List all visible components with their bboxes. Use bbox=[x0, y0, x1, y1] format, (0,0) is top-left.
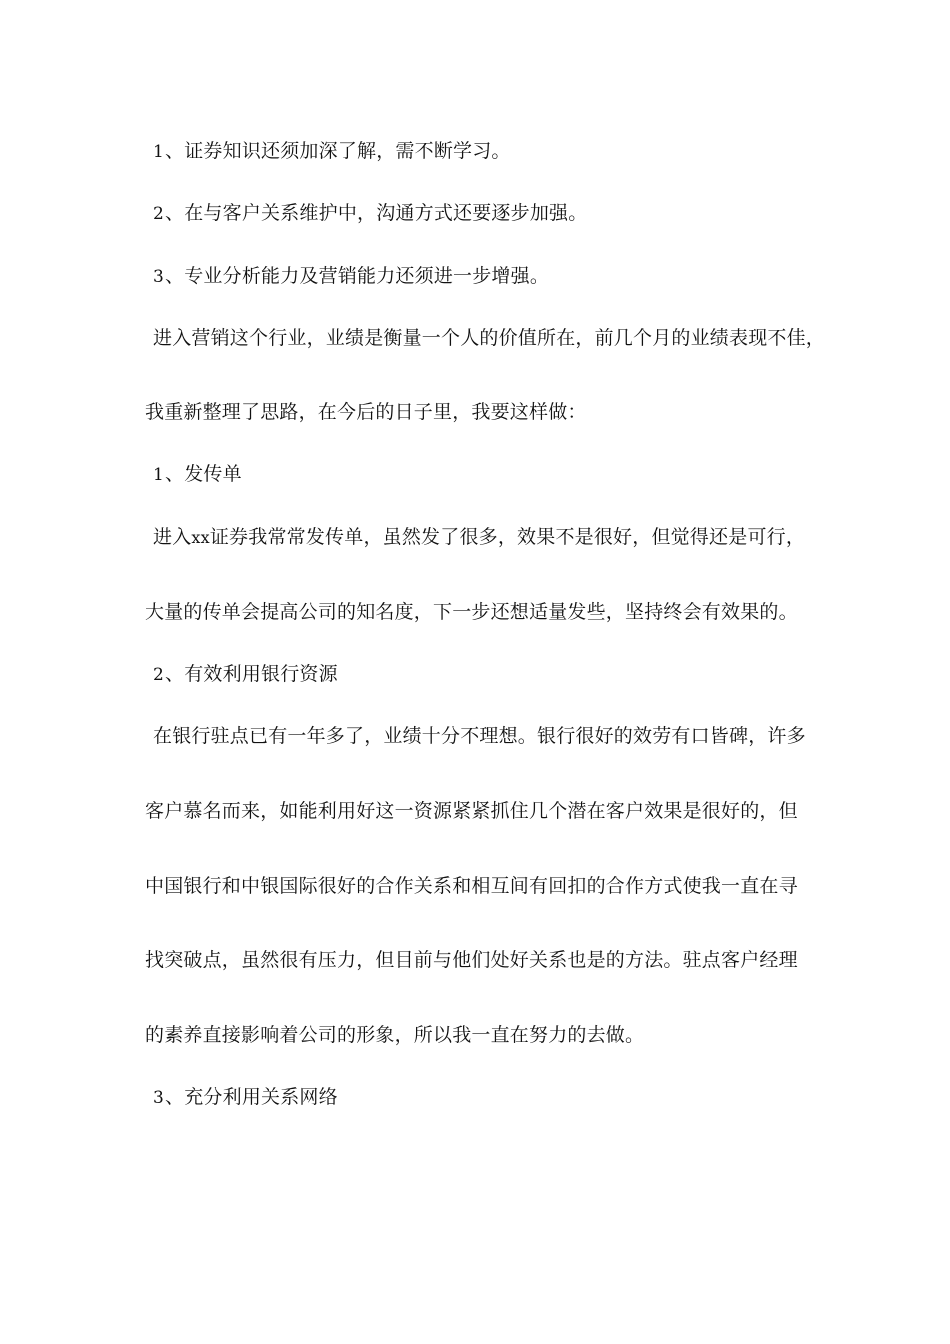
paragraph-line bbox=[153, 326, 825, 350]
list-item-analysis bbox=[153, 264, 549, 289]
paragraph-line bbox=[145, 948, 798, 972]
item-number: 2 bbox=[153, 665, 165, 685]
item-text: 、在与客户关系维护中，沟通方式还要逐步加强。 bbox=[165, 202, 588, 224]
paragraph-line bbox=[145, 400, 587, 424]
paragraph-line bbox=[145, 1023, 644, 1047]
paragraph-text: 在银行驻点已有一年多了，业绩十分不理想。银行很好的效劳有口皆碑，许多 bbox=[153, 725, 806, 747]
paragraph-text: 找突破点，虽然很有压力，但目前与他们处好关系也是的方法。驻点客户经理 bbox=[145, 949, 798, 971]
section-heading-flyers bbox=[153, 462, 242, 487]
paragraph-text: 中国银行和中银国际很好的合作关系和相互间有回扣的合作方式使我一直在寻 bbox=[145, 875, 798, 897]
item-number: 2 bbox=[153, 204, 165, 224]
paragraph-text: 我重新整理了思路，在今后的日子里，我要这样做： bbox=[145, 401, 587, 423]
item-text: 、充分利用关系网络 bbox=[165, 1086, 338, 1108]
list-item-knowledge bbox=[153, 139, 511, 164]
section-heading-bank-resources bbox=[153, 662, 338, 687]
item-text: 、有效利用银行资源 bbox=[165, 663, 338, 685]
paragraph-line bbox=[153, 525, 805, 550]
placeholder-text: xx bbox=[191, 528, 210, 547]
list-item-communication bbox=[153, 201, 587, 226]
item-number: 3 bbox=[153, 267, 165, 287]
paragraph-prefix: 进入 bbox=[153, 526, 192, 548]
paragraph-line bbox=[145, 799, 798, 823]
paragraph-text: 的素养直接影响着公司的形象，所以我一直在努力的去做。 bbox=[145, 1024, 645, 1046]
paragraph-line bbox=[145, 874, 798, 898]
section-heading-relationship-network bbox=[153, 1085, 338, 1110]
item-text: 、发传单 bbox=[165, 463, 242, 485]
item-number: 3 bbox=[153, 1088, 165, 1108]
item-text: 、证券知识还须加深了解，需不断学习。 bbox=[165, 140, 511, 162]
paragraph-text: 客户慕名而来，如能利用好这一资源紧紧抓住几个潜在客户效果是很好的，但 bbox=[145, 800, 798, 822]
paragraph-line bbox=[153, 724, 806, 748]
paragraph-text: 大量的传单会提高公司的知名度，下一步还想适量发些，坚持终会有效果的。 bbox=[145, 601, 798, 623]
item-number: 1 bbox=[153, 142, 165, 162]
paragraph-text: 证券我常常发传单，虽然发了很多，效果不是很好，但觉得还是可行， bbox=[209, 526, 806, 548]
item-number: 1 bbox=[153, 465, 165, 485]
paragraph-line bbox=[145, 600, 798, 624]
paragraph-text: 进入营销这个行业，业绩是衡量一个人的价值所在，前几个月的业绩表现不佳， bbox=[153, 327, 826, 349]
item-text: 、专业分析能力及营销能力还须进一步增强。 bbox=[165, 265, 550, 287]
